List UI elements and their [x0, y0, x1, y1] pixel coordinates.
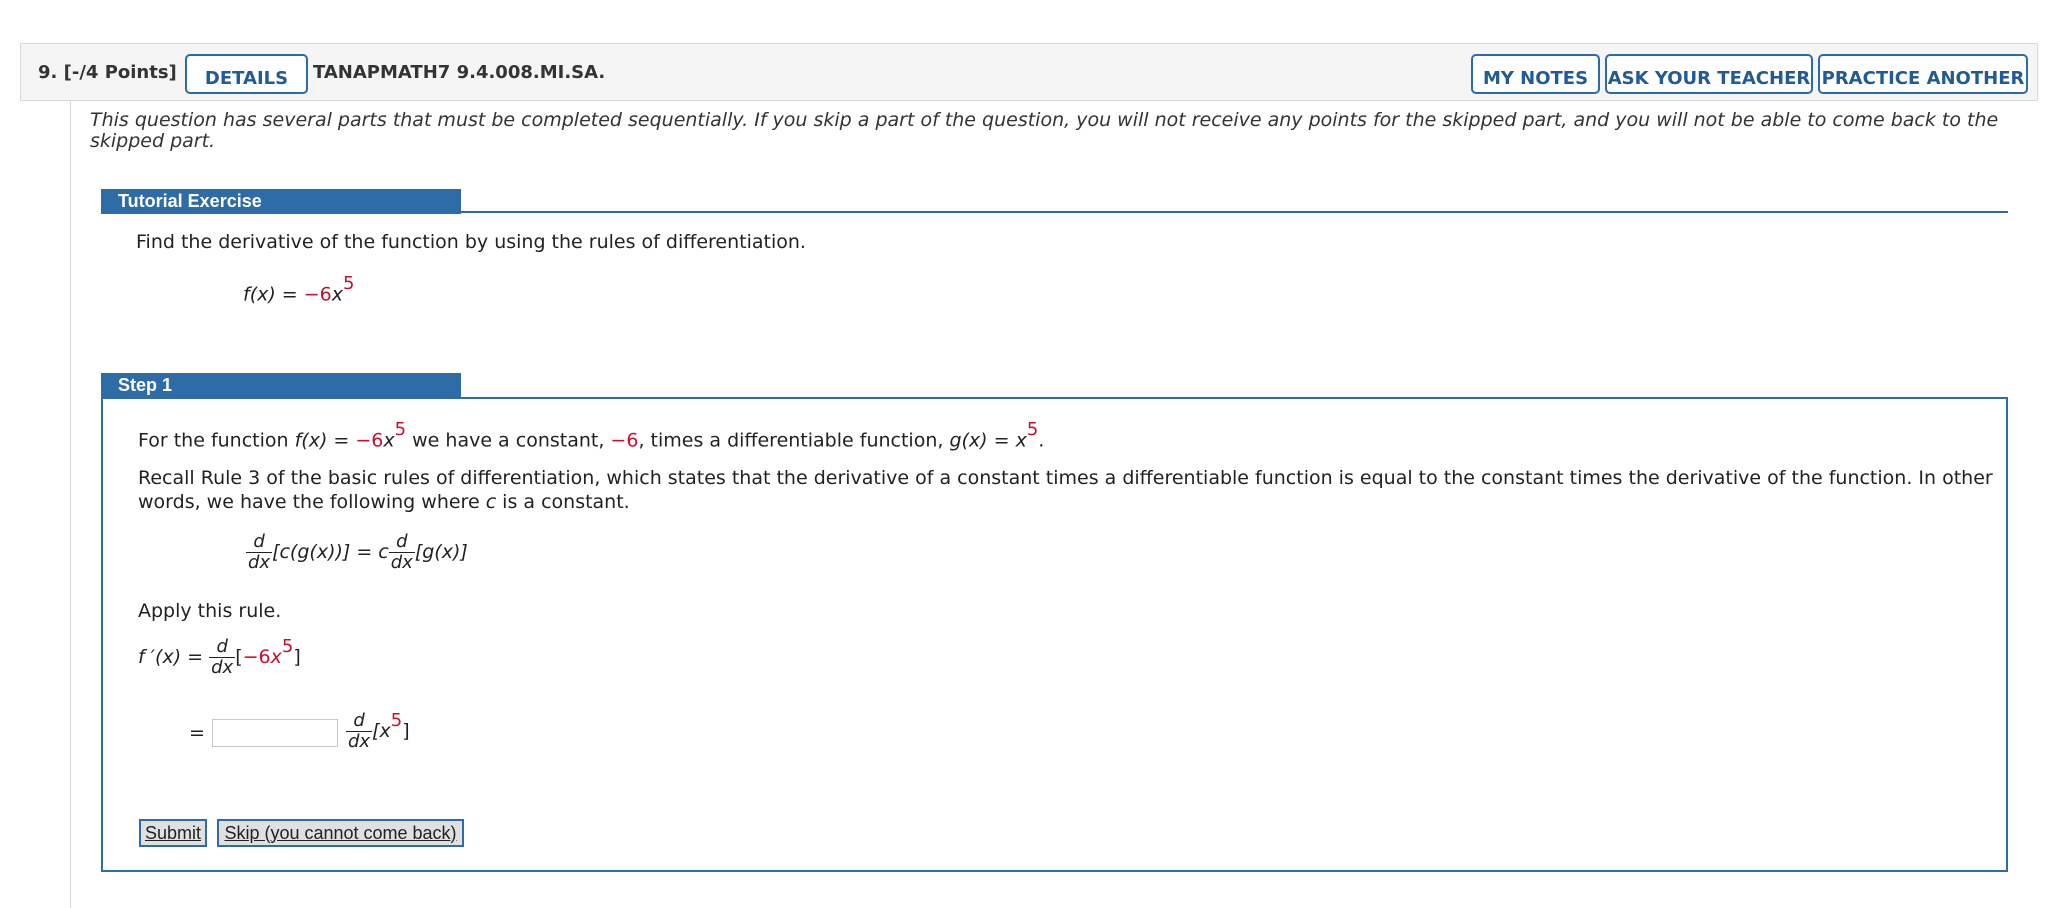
question-number-points: 9. [-/4 Points] — [38, 62, 177, 83]
statement-constant: −6 — [610, 429, 639, 452]
statement-part-a: For the function — [138, 429, 295, 452]
rule-constant-c: c — [485, 491, 497, 513]
statement-coefficient: −6 — [355, 429, 384, 452]
tutorial-exercise-header: Tutorial Exercise — [101, 189, 461, 214]
bracket-x-exponent: 5 — [390, 709, 403, 731]
skip-button[interactable]: Skip (you cannot come back) — [217, 819, 464, 847]
rule-explanation-part-a: words, we have the following where — [138, 491, 486, 513]
statement-part-c: , times a differentiable function, — [638, 429, 950, 452]
rule-explanation-line-1: Recall Rule 3 of the basic rules of differentiation, which states that the derivative of a constant times a differentiable function is equal to the constant times the derivative of the function. In other — [138, 467, 1993, 489]
statement-variable: x — [383, 429, 395, 452]
function-expression — [243, 273, 355, 306]
function-lhs: f(x) = — [243, 283, 304, 306]
statement-end: . — [1038, 429, 1045, 452]
statement-g-exponent: 5 — [1026, 419, 1039, 440]
my-notes-button[interactable]: MY NOTES — [1471, 54, 1600, 94]
derivative-operator: $\frac{d}{dx}$ — [390, 531, 413, 573]
derivative-exponent: 5 — [281, 635, 294, 657]
derivative-operator: $\frac{d}{dx}$ — [248, 531, 271, 573]
rule-explanation-part-b: is a constant. — [496, 491, 630, 513]
derivative-line-2 — [346, 711, 410, 752]
statement-exponent: 5 — [394, 419, 407, 440]
question-header — [20, 43, 2038, 101]
instructions-text: This question has several parts that must be completed sequentially. If you skip a part of the question, you will not receive any points for the skipped part, and you will not be able to come back to the skipped part. — [90, 109, 1999, 152]
bracket-close-2: ] — [402, 720, 410, 742]
function-coefficient: −6 — [303, 283, 332, 306]
answer-input[interactable] — [212, 719, 338, 747]
bracket-open: [ — [235, 646, 243, 668]
statement-f: f(x) = — [294, 429, 356, 452]
derivative-operator: $\frac{d}{dx}$ — [348, 710, 371, 752]
practice-another-button[interactable]: PRACTICE ANOTHER — [1818, 54, 2028, 94]
function-exponent: 5 — [343, 273, 355, 294]
function-variable: x — [331, 283, 344, 306]
rule-rhs: [g(x)] — [414, 541, 468, 563]
statement-g: g(x) = x — [949, 429, 1027, 452]
apply-rule-text: Apply this rule. — [138, 600, 282, 622]
step-1-statement — [138, 419, 1045, 452]
bracket-close: ] — [293, 646, 301, 668]
ask-your-teacher-button[interactable]: ASK YOUR TEACHER — [1605, 54, 1813, 94]
tutorial-prompt: Find the derivative of the function by using the rules of differentiation. — [136, 231, 806, 253]
question-code: TANAPMATH7 9.4.008.MI.SA. — [313, 62, 606, 83]
rule-explanation-line-2 — [138, 491, 630, 513]
derivative-operator: $\frac{d}{dx}$ — [211, 636, 234, 678]
details-button[interactable]: DETAILS — [185, 54, 308, 94]
derivative-line-1 — [138, 637, 301, 678]
derivative-coefficient: −6 — [242, 646, 271, 668]
equals-sign: = — [189, 722, 205, 744]
constant-multiple-rule — [246, 532, 468, 573]
step-1-header: Step 1 — [101, 373, 461, 398]
submit-button[interactable]: Submit — [139, 819, 207, 847]
rule-lhs: [c(g(x))] = c — [272, 541, 389, 563]
f-prime: f ′(x) = — [138, 646, 210, 668]
derivative-variable: x — [270, 646, 282, 668]
statement-part-b: we have a constant, — [406, 429, 611, 452]
bracket-x: [x — [372, 720, 391, 742]
tutorial-header-rule — [461, 211, 2008, 213]
